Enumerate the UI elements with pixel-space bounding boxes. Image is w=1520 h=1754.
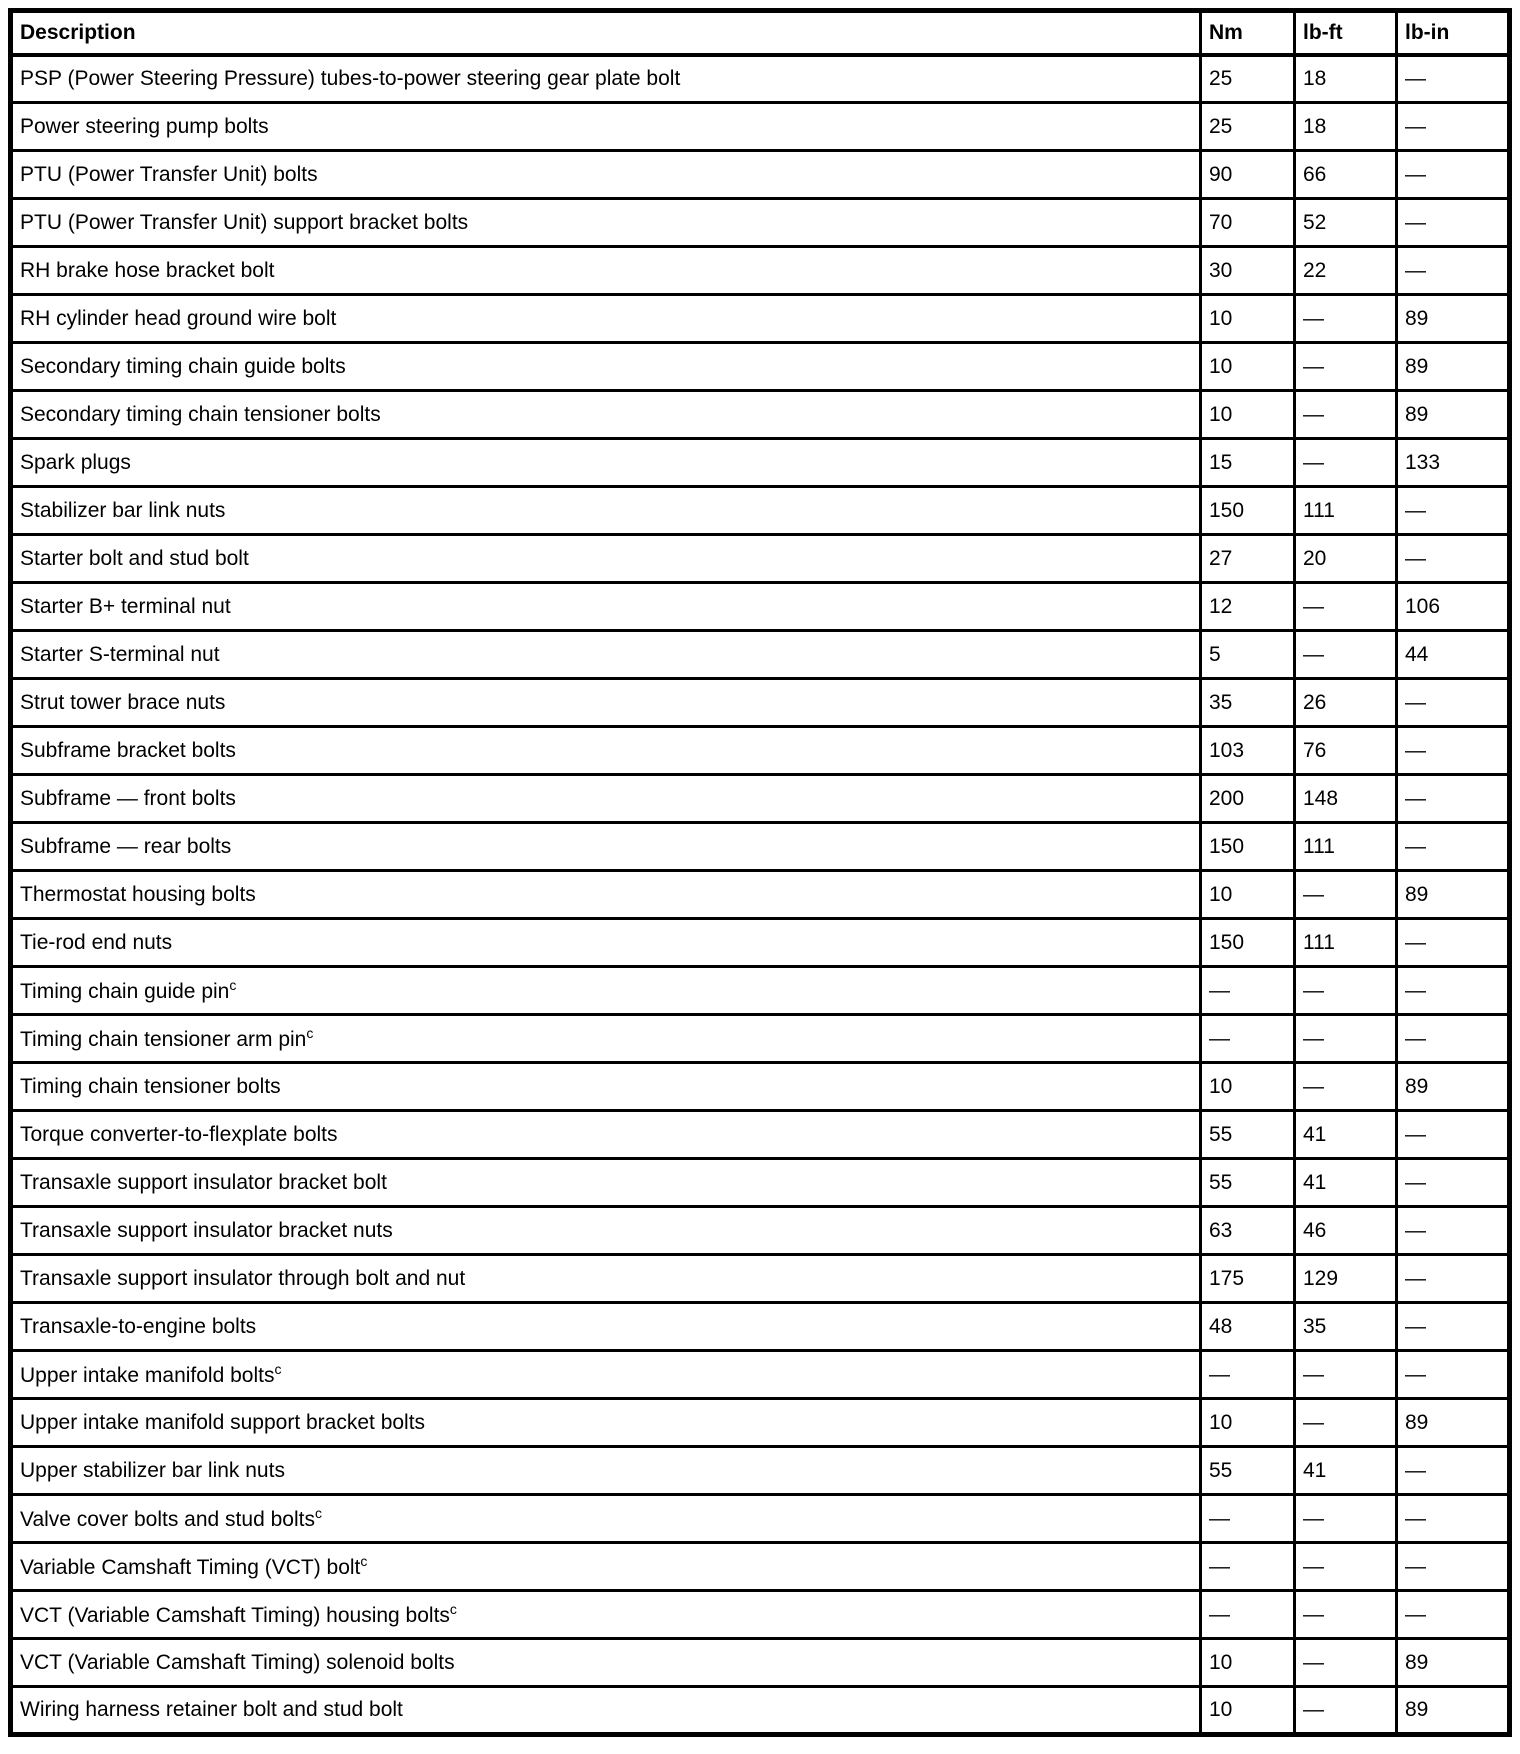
nm-cell: 35 bbox=[1201, 679, 1295, 727]
lb-ft-cell: — bbox=[1295, 871, 1397, 919]
lb-in-cell: — bbox=[1397, 727, 1510, 775]
table-row bbox=[11, 439, 1510, 487]
nm-cell: 25 bbox=[1201, 103, 1295, 151]
lb-in-cell: — bbox=[1397, 1015, 1510, 1063]
lb-ft-cell: 18 bbox=[1295, 55, 1397, 103]
footnote-marker: c bbox=[449, 1600, 458, 1617]
description-cell bbox=[11, 1207, 1201, 1255]
lb-ft-cell: — bbox=[1295, 1399, 1397, 1447]
lb-in-cell: — bbox=[1397, 247, 1510, 295]
lb-ft-cell: — bbox=[1295, 439, 1397, 487]
description-text: RH cylinder head ground wire bolt bbox=[20, 306, 337, 330]
lb-in-cell: — bbox=[1397, 1591, 1510, 1639]
lb-ft-cell: — bbox=[1295, 1495, 1397, 1543]
lb-in-cell: — bbox=[1397, 1159, 1510, 1207]
lb-ft-cell: — bbox=[1295, 1351, 1397, 1399]
description-cell bbox=[11, 247, 1201, 295]
lb-in-cell: 44 bbox=[1397, 631, 1510, 679]
lb-ft-cell: — bbox=[1295, 1543, 1397, 1591]
lb-in-cell: 89 bbox=[1397, 391, 1510, 439]
nm-cell: 30 bbox=[1201, 247, 1295, 295]
description-cell bbox=[11, 1687, 1201, 1735]
lb-in-cell: — bbox=[1397, 919, 1510, 967]
description-text: Transaxle support insulator through bolt and nut bbox=[20, 1266, 466, 1290]
col-header-lb-in: lb-in bbox=[1397, 11, 1510, 55]
lb-in-cell: 89 bbox=[1397, 871, 1510, 919]
lb-in-cell: 89 bbox=[1397, 1063, 1510, 1111]
col-header-lb-ft: lb-ft bbox=[1295, 11, 1397, 55]
lb-in-cell: — bbox=[1397, 199, 1510, 247]
lb-in-cell: — bbox=[1397, 1255, 1510, 1303]
description-text: PSP (Power Steering Pressure) tubes-to-power steering gear plate bolt bbox=[20, 67, 681, 91]
description-cell bbox=[11, 343, 1201, 391]
description-cell bbox=[11, 295, 1201, 343]
description-cell bbox=[11, 1447, 1201, 1495]
nm-cell: — bbox=[1201, 1543, 1295, 1591]
nm-cell: 55 bbox=[1201, 1447, 1295, 1495]
table-row bbox=[11, 151, 1510, 199]
lb-in-cell: — bbox=[1397, 535, 1510, 583]
description-text: Starter bolt and stud bolt bbox=[20, 546, 249, 570]
description-text: Subframe — front bolts bbox=[20, 786, 236, 810]
table-row bbox=[11, 1351, 1510, 1399]
nm-cell: 55 bbox=[1201, 1111, 1295, 1159]
lb-in-cell: — bbox=[1397, 1495, 1510, 1543]
description-cell bbox=[11, 1159, 1201, 1207]
table-row bbox=[11, 55, 1510, 103]
nm-cell: — bbox=[1201, 1351, 1295, 1399]
header-row bbox=[11, 11, 1510, 55]
description-cell bbox=[11, 823, 1201, 871]
description-text: VCT (Variable Camshaft Timing) housing bolts bbox=[20, 1603, 450, 1627]
nm-cell: 150 bbox=[1201, 823, 1295, 871]
table-row bbox=[11, 1159, 1510, 1207]
description-text: Tie-rod end nuts bbox=[20, 930, 173, 954]
table-row bbox=[11, 919, 1510, 967]
footnote-marker: c bbox=[306, 1024, 314, 1041]
nm-cell: 10 bbox=[1201, 1063, 1295, 1111]
nm-cell: — bbox=[1201, 967, 1295, 1015]
nm-cell: 48 bbox=[1201, 1303, 1295, 1351]
description-text: Subframe — rear bolts bbox=[20, 834, 232, 858]
description-text: Transaxle support insulator bracket nuts bbox=[20, 1218, 393, 1242]
lb-ft-cell: 41 bbox=[1295, 1447, 1397, 1495]
lb-ft-cell: 35 bbox=[1295, 1303, 1397, 1351]
table-row bbox=[11, 1255, 1510, 1303]
nm-cell: 10 bbox=[1201, 871, 1295, 919]
table-row bbox=[11, 1591, 1510, 1639]
description-cell bbox=[11, 103, 1201, 151]
lb-in-cell: — bbox=[1397, 55, 1510, 103]
lb-in-cell: — bbox=[1397, 1111, 1510, 1159]
description-cell bbox=[11, 487, 1201, 535]
description-text: Timing chain guide pin bbox=[20, 979, 230, 1003]
lb-ft-cell: — bbox=[1295, 1687, 1397, 1735]
lb-in-cell: — bbox=[1397, 775, 1510, 823]
table-row bbox=[11, 1303, 1510, 1351]
description-text: Transaxle-to-engine bolts bbox=[20, 1314, 257, 1338]
nm-cell: — bbox=[1201, 1015, 1295, 1063]
torque-spec-table bbox=[8, 8, 1512, 1737]
description-cell bbox=[11, 1063, 1201, 1111]
lb-in-cell: — bbox=[1397, 823, 1510, 871]
nm-cell: 10 bbox=[1201, 391, 1295, 439]
description-cell bbox=[11, 1543, 1201, 1591]
table-row bbox=[11, 1447, 1510, 1495]
lb-ft-cell: 41 bbox=[1295, 1159, 1397, 1207]
description-cell bbox=[11, 631, 1201, 679]
description-text: Strut tower brace nuts bbox=[20, 690, 226, 714]
lb-in-cell: — bbox=[1397, 151, 1510, 199]
lb-ft-cell: — bbox=[1295, 1639, 1397, 1687]
lb-in-cell: 106 bbox=[1397, 583, 1510, 631]
lb-ft-cell: 66 bbox=[1295, 151, 1397, 199]
nm-cell: 10 bbox=[1201, 1399, 1295, 1447]
description-cell bbox=[11, 1495, 1201, 1543]
nm-cell: 27 bbox=[1201, 535, 1295, 583]
description-cell bbox=[11, 199, 1201, 247]
description-text: RH brake hose bracket bolt bbox=[20, 258, 275, 282]
table-row bbox=[11, 247, 1510, 295]
nm-cell: 10 bbox=[1201, 1639, 1295, 1687]
table-row bbox=[11, 1639, 1510, 1687]
table-row bbox=[11, 295, 1510, 343]
nm-cell: — bbox=[1201, 1495, 1295, 1543]
table-row bbox=[11, 631, 1510, 679]
description-text: Starter B+ terminal nut bbox=[20, 594, 231, 618]
table-row bbox=[11, 1543, 1510, 1591]
lb-ft-cell: — bbox=[1295, 343, 1397, 391]
lb-in-cell: 89 bbox=[1397, 1399, 1510, 1447]
nm-cell: — bbox=[1201, 1591, 1295, 1639]
description-cell bbox=[11, 391, 1201, 439]
table-row bbox=[11, 775, 1510, 823]
lb-in-cell: 89 bbox=[1397, 343, 1510, 391]
nm-cell: 150 bbox=[1201, 919, 1295, 967]
lb-ft-cell: 148 bbox=[1295, 775, 1397, 823]
table-row bbox=[11, 679, 1510, 727]
lb-in-cell: — bbox=[1397, 679, 1510, 727]
table-row bbox=[11, 583, 1510, 631]
nm-cell: 5 bbox=[1201, 631, 1295, 679]
table-row bbox=[11, 1111, 1510, 1159]
description-cell bbox=[11, 1351, 1201, 1399]
lb-ft-cell: — bbox=[1295, 295, 1397, 343]
description-text: Power steering pump bolts bbox=[20, 114, 269, 138]
table-row bbox=[11, 1015, 1510, 1063]
table-row bbox=[11, 823, 1510, 871]
nm-cell: 150 bbox=[1201, 487, 1295, 535]
nm-cell: 10 bbox=[1201, 1687, 1295, 1735]
lb-in-cell: — bbox=[1397, 487, 1510, 535]
description-text: Upper stabilizer bar link nuts bbox=[20, 1458, 285, 1482]
col-header-description: Description bbox=[11, 11, 1201, 55]
lb-in-cell: — bbox=[1397, 1207, 1510, 1255]
description-cell bbox=[11, 1303, 1201, 1351]
lb-in-cell: — bbox=[1397, 1303, 1510, 1351]
footnote-marker: c bbox=[360, 1552, 368, 1569]
nm-cell: 103 bbox=[1201, 727, 1295, 775]
nm-cell: 175 bbox=[1201, 1255, 1295, 1303]
description-cell bbox=[11, 583, 1201, 631]
nm-cell: 90 bbox=[1201, 151, 1295, 199]
nm-cell: 55 bbox=[1201, 1159, 1295, 1207]
description-cell bbox=[11, 535, 1201, 583]
table-row bbox=[11, 391, 1510, 439]
nm-cell: 10 bbox=[1201, 295, 1295, 343]
lb-ft-cell: — bbox=[1295, 391, 1397, 439]
lb-in-cell: — bbox=[1397, 967, 1510, 1015]
description-text: PTU (Power Transfer Unit) bolts bbox=[20, 162, 318, 186]
lb-ft-cell: 111 bbox=[1295, 919, 1397, 967]
lb-ft-cell: 20 bbox=[1295, 535, 1397, 583]
lb-ft-cell: 111 bbox=[1295, 487, 1397, 535]
table-row bbox=[11, 1495, 1510, 1543]
description-text: Spark plugs bbox=[20, 450, 131, 474]
description-cell bbox=[11, 1015, 1201, 1063]
lb-ft-cell: — bbox=[1295, 1015, 1397, 1063]
description-cell bbox=[11, 1255, 1201, 1303]
description-text: Starter S-terminal nut bbox=[20, 642, 220, 666]
nm-cell: 63 bbox=[1201, 1207, 1295, 1255]
description-cell bbox=[11, 55, 1201, 103]
table-row bbox=[11, 1399, 1510, 1447]
description-text: Subframe bracket bolts bbox=[20, 738, 236, 762]
description-text: Secondary timing chain tensioner bolts bbox=[20, 402, 381, 426]
description-cell bbox=[11, 1591, 1201, 1639]
lb-ft-cell: 76 bbox=[1295, 727, 1397, 775]
description-cell bbox=[11, 439, 1201, 487]
lb-ft-cell: 18 bbox=[1295, 103, 1397, 151]
nm-cell: 15 bbox=[1201, 439, 1295, 487]
lb-in-cell: 89 bbox=[1397, 1687, 1510, 1735]
lb-in-cell: 133 bbox=[1397, 439, 1510, 487]
description-text: Upper intake manifold support bracket bolts bbox=[20, 1410, 426, 1434]
table-row bbox=[11, 1687, 1510, 1735]
description-text: Secondary timing chain guide bolts bbox=[20, 354, 346, 378]
footnote-marker: c bbox=[274, 1360, 282, 1377]
description-text: Timing chain tensioner bolts bbox=[20, 1074, 281, 1098]
col-header-nm: Nm bbox=[1201, 11, 1295, 55]
lb-ft-cell: 26 bbox=[1295, 679, 1397, 727]
description-text: Variable Camshaft Timing (VCT) bolt bbox=[20, 1555, 361, 1579]
description-text: PTU (Power Transfer Unit) support bracket bolts bbox=[20, 210, 469, 234]
lb-in-cell: — bbox=[1397, 1351, 1510, 1399]
lb-ft-cell: — bbox=[1295, 583, 1397, 631]
description-cell bbox=[11, 679, 1201, 727]
lb-ft-cell: — bbox=[1295, 1063, 1397, 1111]
nm-cell: 70 bbox=[1201, 199, 1295, 247]
description-cell bbox=[11, 727, 1201, 775]
lb-in-cell: 89 bbox=[1397, 295, 1510, 343]
table-row bbox=[11, 487, 1510, 535]
lb-ft-cell: 41 bbox=[1295, 1111, 1397, 1159]
footnote-marker: c bbox=[314, 1504, 323, 1521]
lb-ft-cell: — bbox=[1295, 1591, 1397, 1639]
description-cell bbox=[11, 919, 1201, 967]
lb-in-cell: 89 bbox=[1397, 1639, 1510, 1687]
lb-ft-cell: 46 bbox=[1295, 1207, 1397, 1255]
description-text: Wiring harness retainer bolt and stud bolt bbox=[20, 1698, 403, 1722]
lb-in-cell: — bbox=[1397, 1543, 1510, 1591]
nm-cell: 200 bbox=[1201, 775, 1295, 823]
description-cell bbox=[11, 775, 1201, 823]
description-cell bbox=[11, 1399, 1201, 1447]
description-cell bbox=[11, 151, 1201, 199]
table-body bbox=[11, 55, 1510, 1735]
description-cell bbox=[11, 1111, 1201, 1159]
lb-in-cell: — bbox=[1397, 1447, 1510, 1495]
description-cell bbox=[11, 967, 1201, 1015]
lb-ft-cell: 22 bbox=[1295, 247, 1397, 295]
table-row bbox=[11, 535, 1510, 583]
description-text: Thermostat housing bolts bbox=[20, 882, 256, 906]
description-cell bbox=[11, 871, 1201, 919]
nm-cell: 25 bbox=[1201, 55, 1295, 103]
description-text: Timing chain tensioner arm pin bbox=[20, 1027, 307, 1051]
table-row bbox=[11, 871, 1510, 919]
lb-ft-cell: — bbox=[1295, 967, 1397, 1015]
nm-cell: 12 bbox=[1201, 583, 1295, 631]
footnote-marker: c bbox=[229, 976, 237, 993]
lb-ft-cell: 111 bbox=[1295, 823, 1397, 871]
lb-ft-cell: 52 bbox=[1295, 199, 1397, 247]
table-row bbox=[11, 727, 1510, 775]
table-row bbox=[11, 1063, 1510, 1111]
lb-ft-cell: — bbox=[1295, 631, 1397, 679]
description-text: Transaxle support insulator bracket bolt bbox=[20, 1170, 387, 1194]
description-text: Upper intake manifold bolts bbox=[20, 1363, 275, 1387]
table-row bbox=[11, 1207, 1510, 1255]
description-text: Torque converter-to-flexplate bolts bbox=[20, 1122, 338, 1146]
description-text: VCT (Variable Camshaft Timing) solenoid bolts bbox=[20, 1650, 455, 1674]
description-text: Valve cover bolts and stud bolts bbox=[20, 1507, 315, 1531]
lb-in-cell: — bbox=[1397, 103, 1510, 151]
lb-ft-cell: 129 bbox=[1295, 1255, 1397, 1303]
table-row bbox=[11, 199, 1510, 247]
table-row bbox=[11, 967, 1510, 1015]
description-text: Stabilizer bar link nuts bbox=[20, 498, 226, 522]
table-row bbox=[11, 343, 1510, 391]
description-cell bbox=[11, 1639, 1201, 1687]
nm-cell: 10 bbox=[1201, 343, 1295, 391]
table-row bbox=[11, 103, 1510, 151]
